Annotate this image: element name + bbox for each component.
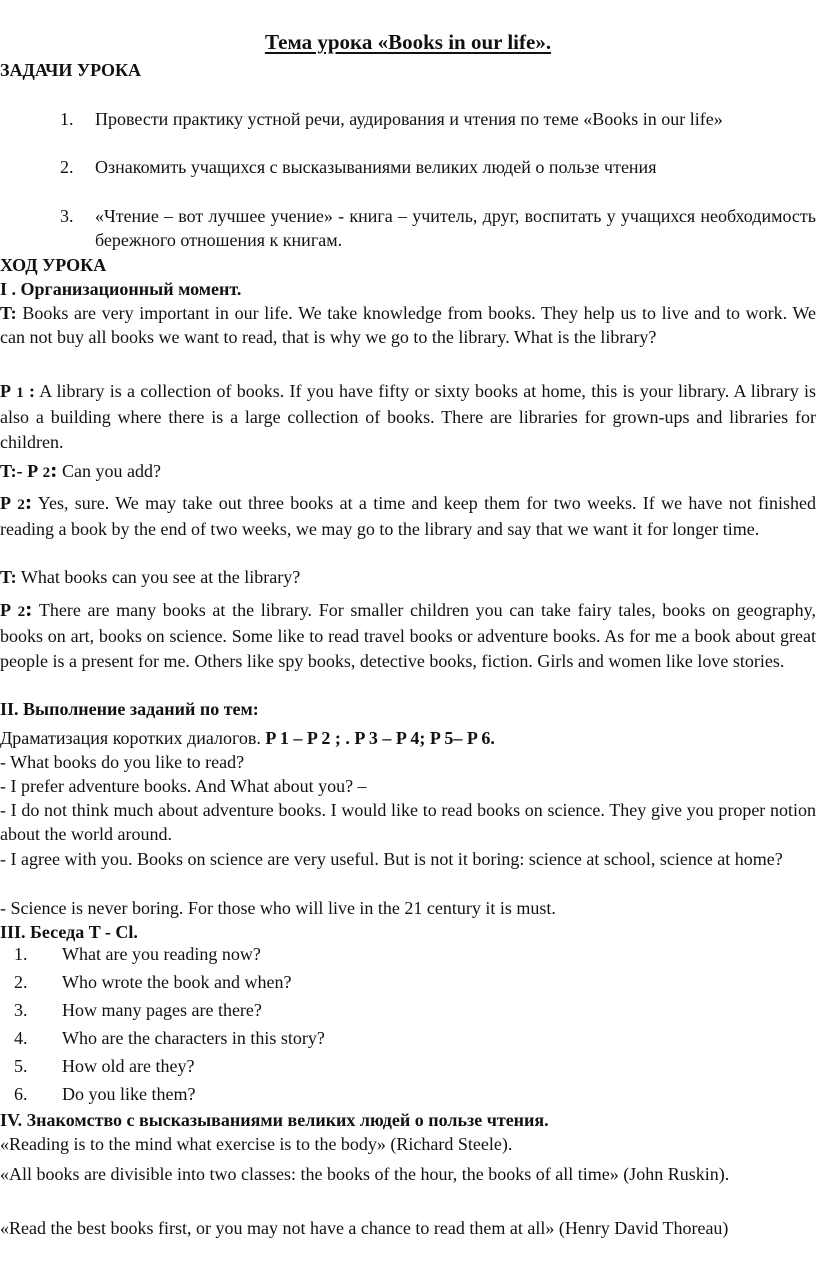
paragraph-text: What books can you see at the library? [16,567,301,587]
paragraph-pupil [0,490,816,542]
list-item [0,155,816,179]
list-item [0,204,816,253]
dialog-line: - Science is never boring. For those who will live in the 21 century it is must. [0,898,556,918]
dialog-pairs: P 1 – P 2 ; . P 3 – P 4; P 5– P 6. [265,728,495,748]
speaker-number: 2 [42,465,51,481]
paragraph-text: A library is a collection of books. If you have fifty or sixty books at home, this is your library. A library is also a building where there is a large collection of books. There are libraries for grown-ups and libraries for children. [0,381,816,452]
paragraph-text: Can you add? [57,461,161,481]
list-text: Do you like them? [62,1084,196,1104]
list-text: Who wrote the book and when? [62,972,292,992]
page-title: Тема урока «Books in our life». [264,30,552,54]
speaker-number: 2 [17,604,26,620]
list-item [0,970,816,998]
list-text: What are you reading now? [62,944,261,964]
tasks-heading: ЗАДАЧИ УРОКА [0,60,142,80]
speaker-colon: : [23,381,36,401]
quote: «All books are divisible into two classes: the books of the hour, the books of all time» (John Ruskin). [0,1164,730,1184]
list-number: 5. [14,1056,28,1076]
list-item [0,942,816,970]
speaker-label: T: [0,303,17,323]
list-item [0,998,816,1026]
paragraph-teacher [0,301,816,350]
list-item [0,1082,816,1110]
list-number: 3. [14,1000,28,1020]
speaker-colon: : [25,596,33,621]
dialog-intro [0,726,816,750]
paragraph-text: There are many books at the library. For smaller children you can take fairy tales, books on geography, books on art, books on science. Some like to read travel books or adventure books. As for me a book about great people is a present for me. Others like spy books, detective books, fiction. Girls and women like love stories. [0,600,816,671]
list-number: 2. [60,157,74,177]
speaker-colon: : [24,489,33,514]
list-text: Провести практику устной речи, аудирования и чтения по теме «Books in our life» [95,109,723,129]
list-text: Who are the characters in this story? [62,1028,325,1048]
quote: «Read the best books first, or you may not have a chance to read them at all» (Henry David Thoreau) [0,1218,729,1238]
dialog-line: - I agree with you. Books on science are very useful. But is not it boring: science at school, science at home? [0,849,783,869]
list-item [0,1054,816,1082]
paragraph-text: Books are very important in our life. We take knowledge from books. They help us to live and to work. We can not buy all books we want to read, that is why we go to the library. What is the library? [0,303,816,348]
course-heading: ХОД УРОКА [0,255,107,275]
dialog-line: - I do not think much about adventure books. I would like to read books on science. They give you proper notion about the world around. [0,800,816,845]
paragraph-teacher [0,565,816,589]
speaker-label: P [0,600,11,620]
list-text: «Чтение – вот лучшее учение» - книга – учитель, друг, воспитать у учащихся необходимость бережного отношения к книгам. [95,206,816,251]
list-number: 4. [14,1028,28,1048]
speaker-label: T:- P [0,461,39,481]
paragraph-text: Yes, sure. We may take out three books at a time and keep them for two weeks. If we have not finished reading a book by the end of two weeks, we may go to the library and say that we want it for longer time. [0,493,816,540]
speaker-label: T: [0,567,17,587]
list-item [0,1026,816,1054]
section-heading: I . Организационный момент. [0,279,242,299]
section-heading: III. Беседа T - Cl. [0,922,138,942]
list-number: 6. [14,1084,28,1104]
list-text: Ознакомить учащихся с высказываниями великих людей о пользе чтения [95,157,657,177]
dialog-line: - I prefer adventure books. And What about you? – [0,776,367,796]
paragraph-pupil [0,379,816,454]
speaker-label: P [0,381,11,401]
section-heading: II. Выполнение заданий по тем: [0,699,259,719]
list-text: How many pages are there? [62,1000,262,1020]
speaker-label: P [0,493,11,513]
speaker-number: 2 [17,497,25,513]
list-number: 2. [14,972,28,992]
questions-list [0,942,816,1110]
dialog-line: - What books do you like to read? [0,752,245,772]
speaker-colon: : [50,457,58,482]
list-number: 1. [60,109,74,129]
paragraph-pupil [0,597,816,673]
list-item [0,107,816,131]
section-heading: IV. Знакомство с высказываниями великих людей о пользе чтения. [0,1110,549,1130]
intro-text: Драматизация коротких диалогов. [0,728,266,748]
paragraph-teacher [0,458,816,485]
list-number: 1. [14,944,28,964]
quote: «Reading is to the mind what exercise is to the body» (Richard Steele). [0,1134,513,1154]
speaker-number: 1 [16,385,24,401]
list-number: 3. [60,206,74,226]
list-text: How old are they? [62,1056,195,1076]
